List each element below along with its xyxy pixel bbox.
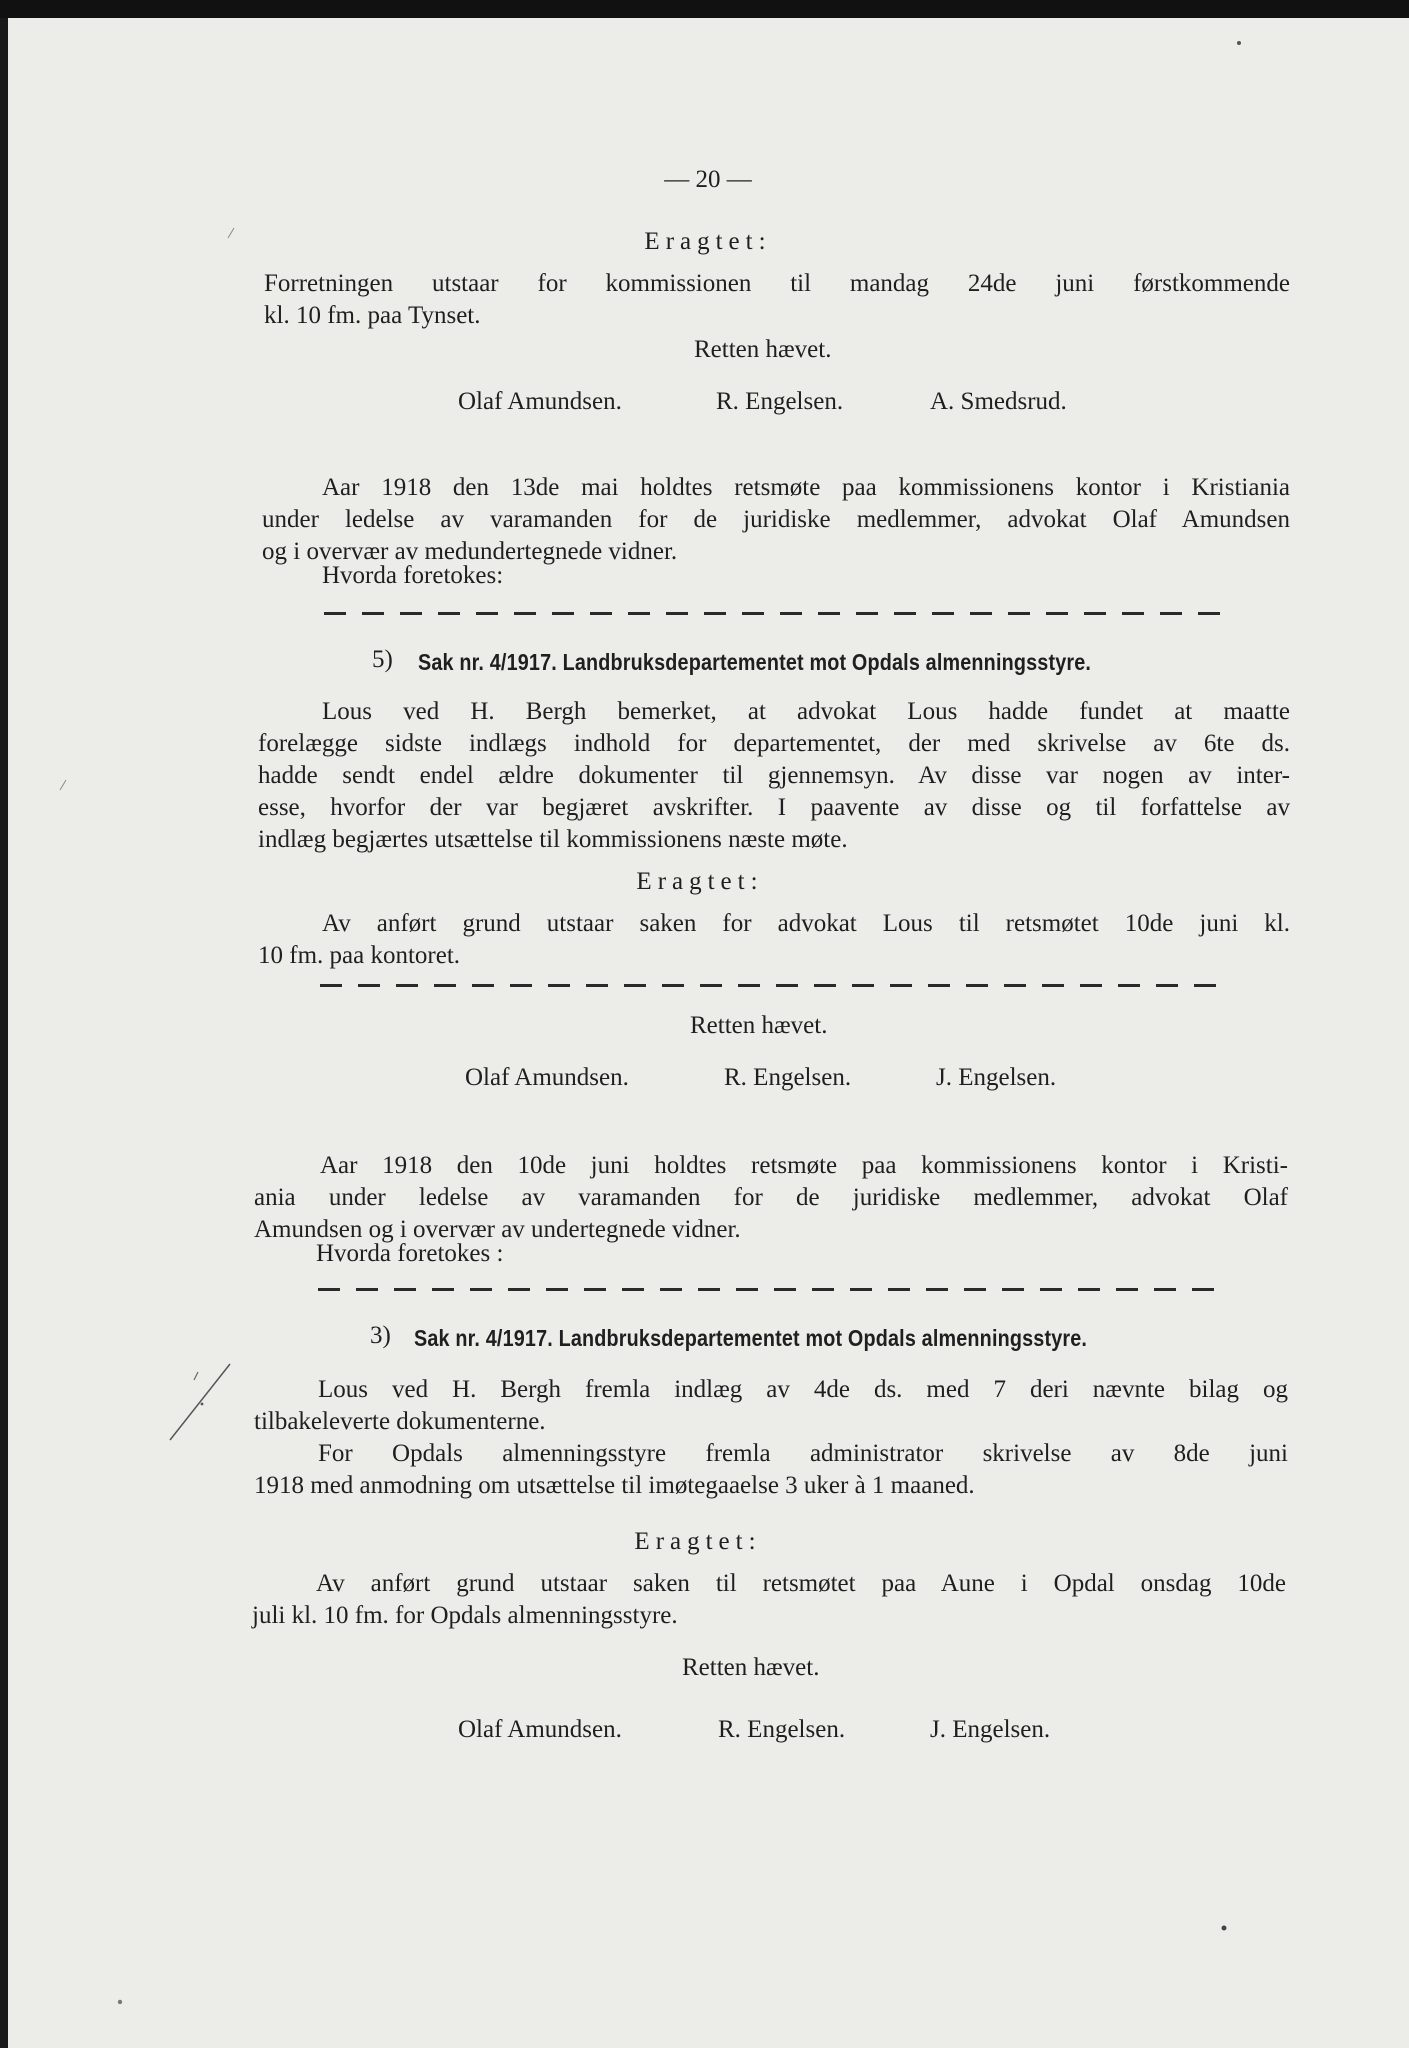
speck-mark	[1235, 39, 1243, 47]
speck-mark	[1220, 1924, 1228, 1932]
adjourned-3: Retten hævet.	[682, 1654, 820, 1681]
agenda-3: Hvorda foretokes :	[316, 1240, 504, 1267]
decision-line: kl. 10 fm. paa Tynset.	[264, 302, 481, 329]
signature-3b: R. Engelsen.	[718, 1716, 846, 1743]
case-body-2	[258, 696, 1290, 856]
body-line: Lous ved H. Bergh fremla indlæg av 4de ds. med 7 deri nævnte bilag og	[318, 1376, 1288, 1403]
body-line: 1918 med anmodning om utsættelse til imøtegaaelse 3 uker à 1 maaned.	[254, 1472, 975, 1499]
signature-2c: J. Engelsen.	[936, 1064, 1057, 1091]
body-line: esse, hvorfor der var begjæret avskrifter. I paavente av disse og til forfattelse av	[258, 794, 1290, 821]
document-page	[8, 18, 1409, 2048]
case-number-3: 3)	[370, 1322, 391, 1349]
decision-text-3	[252, 1568, 1286, 1632]
signature-1c: A. Smedsrud.	[930, 388, 1067, 415]
intro-line: Amundsen og i overvær av undertegnede vidner.	[254, 1216, 741, 1243]
scan-border	[0, 0, 1409, 18]
signature-3a: Olaf Amundsen.	[458, 1716, 622, 1743]
body-line: For Opdals almenningsstyre fremla administrator skrivelse av 8de juni	[318, 1440, 1288, 1467]
decision-line: juli kl. 10 fm. for Opdals almenningsstyre.	[252, 1602, 678, 1629]
signature-1b: R. Engelsen.	[716, 388, 844, 415]
decision-line: Av anført grund utstaar saken for advokat Lous til retsmøtet 10de juni kl.	[322, 910, 1290, 937]
adjourned-2: Retten hævet.	[690, 1012, 828, 1039]
decision-text-1	[264, 268, 1290, 332]
case-body-3	[254, 1374, 1288, 1502]
case-number-2: 5)	[372, 646, 393, 673]
signature-2a: Olaf Amundsen.	[465, 1064, 629, 1091]
intro-line: ania under ledelse av varamanden for de juridiske medlemmer, advokat Olaf	[254, 1184, 1288, 1211]
decision-line: 10 fm. paa kontoret.	[258, 942, 461, 969]
signature-1a: Olaf Amundsen.	[458, 388, 622, 415]
decision-text-2	[258, 908, 1290, 972]
signature-3c: J. Engelsen.	[930, 1716, 1051, 1743]
intro-line: og i overvær av medundertegnede vidner.	[262, 538, 678, 565]
speck-mark	[116, 1998, 124, 2006]
dash-rule	[324, 612, 1224, 615]
margin-tick-mark	[226, 226, 236, 240]
dash-rule	[318, 1288, 1218, 1291]
adjourned-1: Retten hævet.	[694, 336, 832, 363]
body-line: tilbakeleverte dokumenterne.	[254, 1408, 546, 1435]
decision-line: Av anført grund utstaar saken til retsmøtet paa Aune i Opdal onsdag 10de	[316, 1570, 1286, 1597]
dash-rule	[320, 984, 1220, 987]
case-title-3: Sak nr. 4/1917. Landbruksdepartementet mot Opdals almenningsstyre.	[414, 1325, 1088, 1351]
signature-2b: R. Engelsen.	[724, 1064, 852, 1091]
body-line: forelægge sidste indlægs indhold for departementet, der med skrivelse av 6te ds.	[258, 730, 1290, 757]
body-line: Lous ved H. Bergh bemerket, at advokat Lous hadde fundet at maatte	[322, 698, 1290, 725]
intro-line: Aar 1918 den 13de mai holdtes retsmøte paa kommissionens kontor i Kristiania	[322, 474, 1290, 501]
page-number: — 20 —	[664, 166, 752, 193]
margin-pencil-mark	[158, 1358, 238, 1448]
agenda-2: Hvorda foretokes:	[322, 562, 504, 589]
margin-tick-mark	[58, 778, 68, 792]
decision-heading-2: Eragtet:	[636, 868, 764, 895]
meeting-intro-3	[254, 1150, 1288, 1246]
body-line: indlæg begjærtes utsættelse til kommissionens næste møte.	[258, 826, 848, 853]
decision-heading-1: Eragtet:	[644, 228, 772, 255]
body-line: hadde sendt endel ældre dokumenter til gjennemsyn. Av disse var nogen av inter-	[258, 762, 1290, 789]
case-title-2: Sak nr. 4/1917. Landbruksdepartementet mot Opdals almenningsstyre.	[418, 649, 1092, 675]
intro-line: under ledelse av varamanden for de juridiske medlemmer, advokat Olaf Amundsen	[262, 506, 1290, 533]
decision-heading-3: Eragtet:	[634, 1528, 762, 1555]
intro-line: Aar 1918 den 10de juni holdtes retsmøte paa kommissionens kontor i Kristi-	[320, 1152, 1288, 1179]
decision-line: Forretningen utstaar for kommissionen til mandag 24de juni førstkommende	[264, 270, 1290, 297]
meeting-intro-2	[262, 472, 1290, 568]
